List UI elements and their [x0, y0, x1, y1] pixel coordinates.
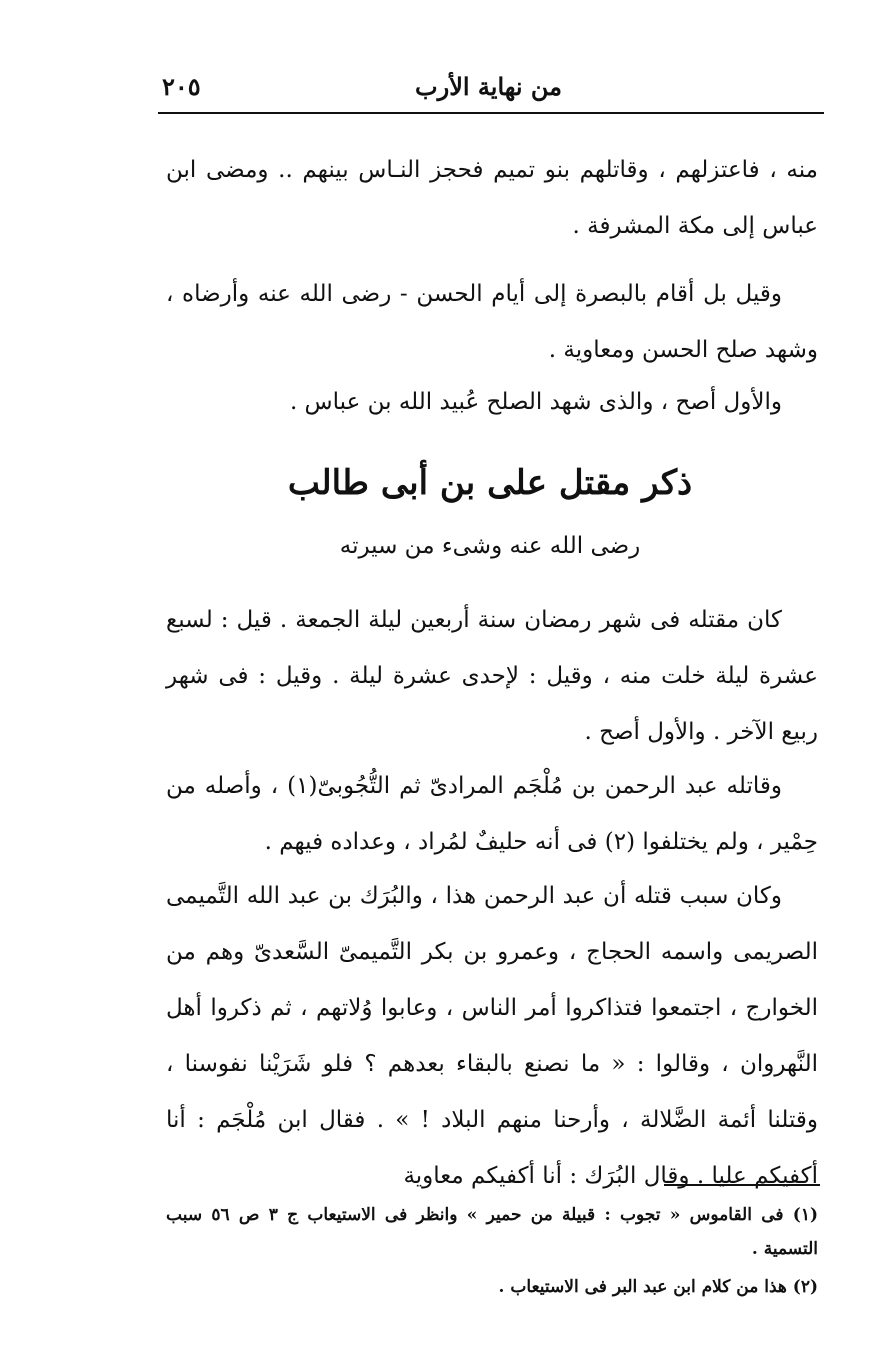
page-number: ٢٠٥: [162, 72, 201, 101]
section-subtitle: رضى الله عنه وشىء من سيرته: [339, 533, 641, 559]
paragraph-1: منه ، فاعتزلهم ، وقاتلهم بنو تميم فحجز النـاس بينهم .. ومضى ابن عباس إلى مكة المشرفة .: [166, 157, 818, 239]
paragraph-2: وقيل بل أقام بالبصرة إلى أيام الحسن - رضى الله عنه وأرضاه ، وشهد صلح الحسن ومعاوية .: [166, 281, 818, 363]
footnotes: [166, 1198, 818, 1308]
footnote-2: (٢) هذا من كلام ابن عبد البر فى الاستيعاب .: [498, 1277, 818, 1297]
page-header: [158, 66, 824, 110]
header-rule: [158, 112, 824, 114]
section-title: ذكر مقتل على بن أبى طالب: [287, 463, 693, 503]
footnote-1: (١) فى القاموس « تجوب : قبيلة من حمير » وانظر فى الاستيعاب ج ٣ ص ٥٦ سبب التسمية .: [166, 1205, 819, 1259]
paragraph-6: وكان سبب قتله أن عبد الرحمن هذا ، والبُرَك بن عبد الله التَّميمى الصريمى واسمه الحجاج ، وعمرو بن بكر التَّميمىّ السَّعدىّ وهم من الخوارج ، اجتمعوا فتذاكروا أمر الناس ، وعابوا وُلاتهم ، ثم ذكروا أهل النَّهروان ، وقالوا : « ما نصنع بالبقاء بعدهم ؟ فلو شَرَيْنا نفوسنا ، وقتلنا أئمة الضَّلالة ، وأرحنا منهم البلاد ! » . فقال ابن مُلْجَم : أنا أكفيكم عليا . وقال البُرَك : أنا أكفيكم معاوية: [166, 883, 818, 1189]
paragraph-3: والأول أصح ، والذى شهد الصلح عُبيد الله بن عباس .: [289, 389, 782, 415]
running-title: من نهاية الأرب: [415, 72, 562, 101]
footnote-rule: [664, 1184, 820, 1186]
paragraph-5: وقاتله عبد الرحمن بن مُلْجَم المرادىّ ثم التُّجُوبىّ(١) ، وأصله من حِمْير ، ولم يختلفوا (٢) فى أنه حليفٌ لمُراد ، وعداده فيهم .: [166, 773, 818, 855]
paragraph-4: كان مقتله فى شهر رمضان سنة أربعين ليلة الجمعة . قيل : لسبع عشرة ليلة خلت منه ، وقيل : لإحدى عشرة ليلة . وقيل : فى شهر ربيع الآخر . والأول أصح .: [166, 607, 818, 745]
